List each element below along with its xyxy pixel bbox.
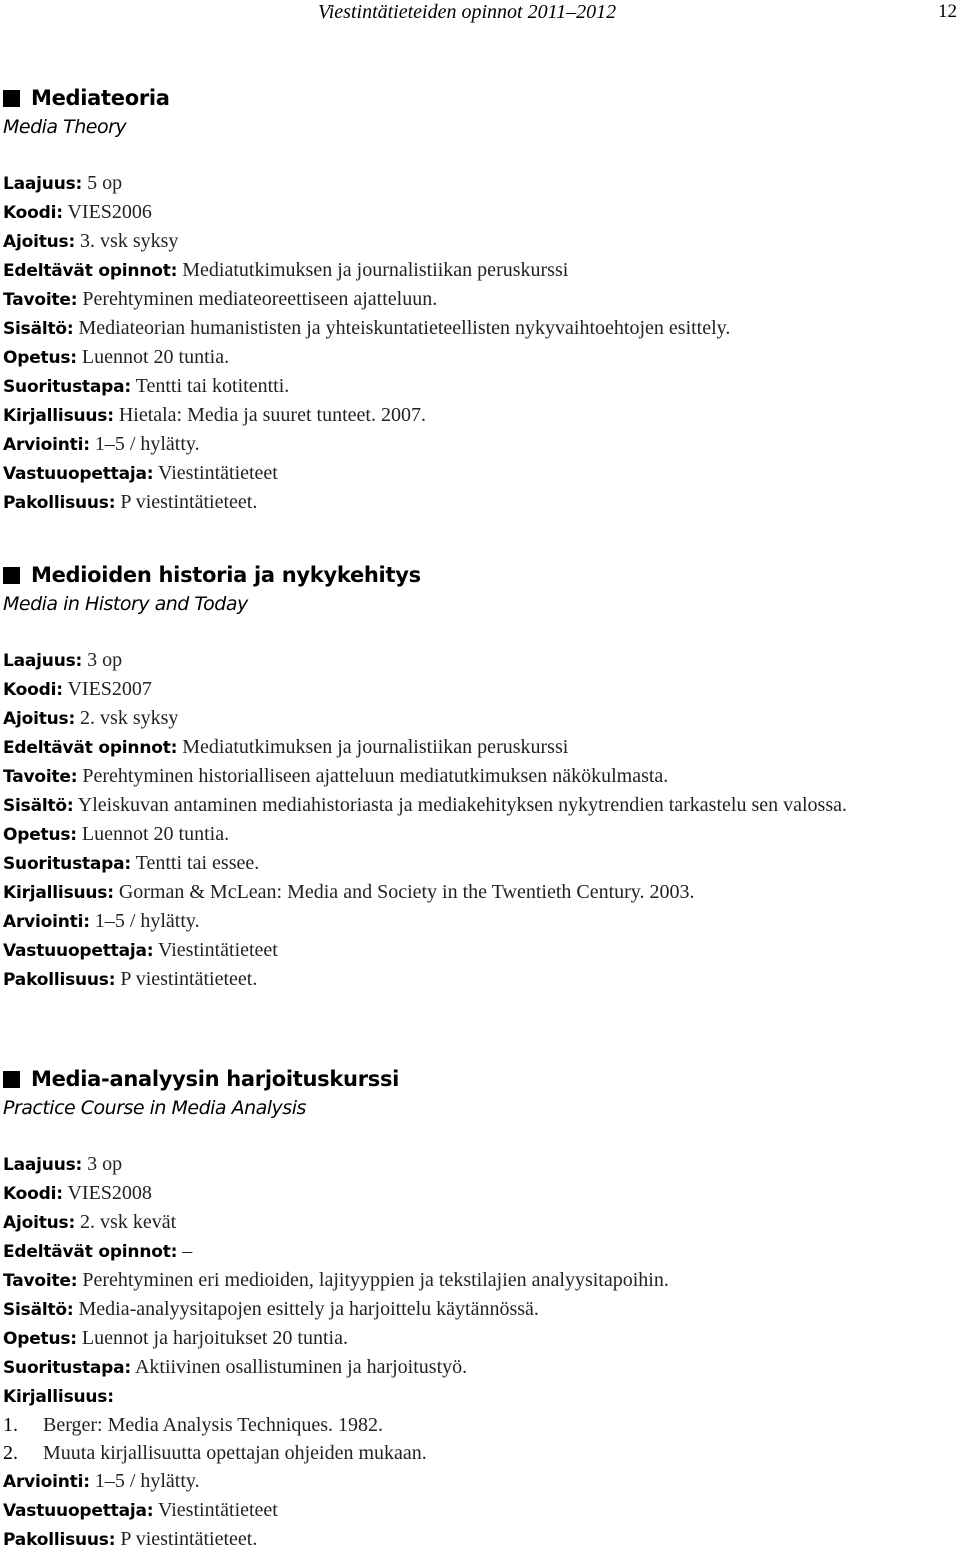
field-laajuus (3, 169, 958, 198)
literature-item-text: Muuta kirjallisuutta opettajan ohjeiden mukaan. (43, 1442, 427, 1464)
course-fields (3, 646, 958, 994)
field-value: Luennot 20 tuntia. (81, 823, 230, 845)
literature-item-number: 1. (3, 1414, 18, 1436)
field-suoritustapa (3, 1353, 958, 1382)
field-value: Luennot 20 tuntia. (81, 346, 230, 368)
course-fields (3, 1150, 958, 1554)
field-value: 3. vsk syksy (80, 230, 179, 252)
field-laajuus (3, 1150, 958, 1179)
field-koodi (3, 675, 958, 704)
field-pakollisuus (3, 488, 958, 517)
field-ajoitus (3, 704, 958, 733)
field-label: Pakollisuus: (3, 493, 116, 513)
field-kirjallisuus (3, 1382, 958, 1411)
square-bullet-icon (3, 90, 20, 107)
field-opetus (3, 1324, 958, 1353)
field-pakollisuus (3, 965, 958, 994)
course-mediateoria (3, 83, 958, 517)
literature-item (3, 1439, 958, 1467)
page-header (0, 0, 960, 30)
field-sisalto (3, 791, 958, 820)
field-label: Opetus: (3, 1329, 77, 1349)
field-label: Laajuus: (3, 651, 83, 671)
course-title-text: Mediateoria (31, 86, 170, 110)
field-value: P viestintätieteet. (120, 1528, 258, 1550)
field-opetus (3, 820, 958, 849)
field-kirjallisuus (3, 401, 958, 430)
field-value: Viestintätieteet (158, 462, 278, 484)
course-title-text: Medioiden historia ja nykykehitys (31, 563, 421, 587)
field-label: Laajuus: (3, 1155, 83, 1175)
field-arviointi (3, 430, 958, 459)
field-label: Arviointi: (3, 435, 90, 455)
field-value: Yleiskuvan antaminen mediahistoriasta ja mediakehityksen nykytrendien tarkastelu sen valossa. (77, 794, 847, 816)
field-label: Opetus: (3, 348, 77, 368)
field-label: Sisältö: (3, 319, 74, 339)
field-value: Perehtyminen historialliseen ajatteluun mediatutkimuksen näkökulmasta. (82, 765, 669, 787)
field-label: Kirjallisuus: (3, 883, 114, 903)
field-value: 1–5 / hylätty. (94, 433, 200, 455)
field-value: 2. vsk kevät (80, 1211, 177, 1233)
field-label: Opetus: (3, 825, 77, 845)
field-koodi (3, 1179, 958, 1208)
course-subtitle: Practice Course in Media Analysis (3, 1097, 306, 1119)
field-koodi (3, 198, 958, 227)
field-laajuus (3, 646, 958, 675)
field-value: 5 op (87, 172, 123, 194)
field-label: Tavoite: (3, 1271, 78, 1291)
field-label: Kirjallisuus: (3, 406, 114, 426)
field-edeltavat (3, 1237, 958, 1266)
field-sisalto (3, 314, 958, 343)
field-value: – (182, 1240, 193, 1262)
course-medioiden-historia (3, 560, 958, 994)
field-label: Sisältö: (3, 796, 74, 816)
field-value: Mediatutkimuksen ja journalistiikan peruskurssi (182, 736, 569, 758)
field-label: Pakollisuus: (3, 970, 116, 990)
field-tavoite (3, 1266, 958, 1295)
field-value: 1–5 / hylätty. (94, 1470, 200, 1492)
field-label: Arviointi: (3, 912, 90, 932)
field-label: Suoritustapa: (3, 377, 132, 397)
field-value: 2. vsk syksy (80, 707, 179, 729)
field-label: Tavoite: (3, 290, 78, 310)
field-label: Ajoitus: (3, 1213, 76, 1233)
course-media-analyysi (3, 1064, 958, 1554)
field-value: Mediateorian humanististen ja yhteiskuntatieteellisten nykyvaihtoehtojen esittely. (78, 317, 731, 339)
field-ajoitus (3, 227, 958, 256)
field-value: Media-analyysitapojen esittely ja harjoittelu käytännössä. (78, 1298, 539, 1320)
field-value: Mediatutkimuksen ja journalistiikan peruskurssi (182, 259, 569, 281)
field-edeltavat (3, 733, 958, 762)
field-sisalto (3, 1295, 958, 1324)
course-fields (3, 169, 958, 517)
field-tavoite (3, 285, 958, 314)
field-label: Tavoite: (3, 767, 78, 787)
field-label: Vastuuopettaja: (3, 941, 154, 961)
field-label: Laajuus: (3, 174, 83, 194)
field-value: P viestintätieteet. (120, 491, 258, 513)
field-label: Pakollisuus: (3, 1530, 116, 1550)
field-label: Vastuuopettaja: (3, 464, 154, 484)
field-label: Edeltävät opinnot: (3, 1242, 178, 1262)
field-ajoitus (3, 1208, 958, 1237)
field-value: VIES2007 (67, 678, 152, 700)
field-suoritustapa (3, 372, 958, 401)
field-value: Gorman & McLean: Media and Society in the Twentieth Century. 2003. (118, 881, 695, 903)
field-label: Koodi: (3, 680, 63, 700)
field-suoritustapa (3, 849, 958, 878)
page-number: 12 (938, 1, 957, 22)
field-value: Viestintätieteet (158, 939, 278, 961)
header-title: Viestintätieteiden opinnot 2011–2012 (318, 1, 617, 23)
field-value: Viestintätieteet (158, 1499, 278, 1521)
field-value: VIES2008 (67, 1182, 152, 1204)
field-label: Koodi: (3, 1184, 63, 1204)
literature-item-text: Berger: Media Analysis Techniques. 1982. (43, 1414, 384, 1436)
course-subtitle: Media Theory (3, 116, 127, 138)
square-bullet-icon (3, 1071, 20, 1088)
field-label: Sisältö: (3, 1300, 74, 1320)
field-edeltavat (3, 256, 958, 285)
field-value: Hietala: Media ja suuret tunteet. 2007. (118, 404, 426, 426)
field-value: Perehtyminen eri medioiden, lajityyppien ja tekstilajien analyysitapoihin. (82, 1269, 669, 1291)
field-arviointi (3, 1467, 958, 1496)
field-value: Aktiivinen osallistuminen ja harjoitustyö. (134, 1356, 468, 1378)
field-value: Perehtyminen mediateoreettiseen ajatteluun. (82, 288, 438, 310)
field-label: Koodi: (3, 203, 63, 223)
field-label: Suoritustapa: (3, 1358, 132, 1378)
field-value: VIES2006 (67, 201, 152, 223)
field-value: 3 op (87, 649, 123, 671)
course-subtitle: Media in History and Today (3, 593, 248, 615)
field-label: Vastuuopettaja: (3, 1501, 154, 1521)
field-label: Arviointi: (3, 1472, 90, 1492)
field-vastuuopettaja (3, 936, 958, 965)
field-pakollisuus (3, 1525, 958, 1554)
field-kirjallisuus (3, 878, 958, 907)
course-title-text: Media-analyysin harjoituskurssi (31, 1067, 400, 1091)
field-value: P viestintätieteet. (120, 968, 258, 990)
field-label: Edeltävät opinnot: (3, 738, 178, 758)
field-label: Kirjallisuus: (3, 1387, 114, 1407)
field-vastuuopettaja (3, 459, 958, 488)
field-value: Tentti tai essee. (135, 852, 260, 874)
course-title (3, 83, 958, 113)
field-value: 3 op (87, 1153, 123, 1175)
field-arviointi (3, 907, 958, 936)
field-vastuuopettaja (3, 1496, 958, 1525)
field-opetus (3, 343, 958, 372)
literature-item-number: 2. (3, 1442, 18, 1464)
course-title (3, 560, 958, 590)
course-title (3, 1064, 958, 1094)
field-value: Luennot ja harjoitukset 20 tuntia. (81, 1327, 348, 1349)
field-value: 1–5 / hylätty. (94, 910, 200, 932)
field-label: Ajoitus: (3, 709, 76, 729)
field-value: Tentti tai kotitentti. (135, 375, 290, 397)
field-label: Edeltävät opinnot: (3, 261, 178, 281)
square-bullet-icon (3, 567, 20, 584)
literature-item (3, 1411, 958, 1439)
field-tavoite (3, 762, 958, 791)
field-label: Suoritustapa: (3, 854, 132, 874)
field-label: Ajoitus: (3, 232, 76, 252)
